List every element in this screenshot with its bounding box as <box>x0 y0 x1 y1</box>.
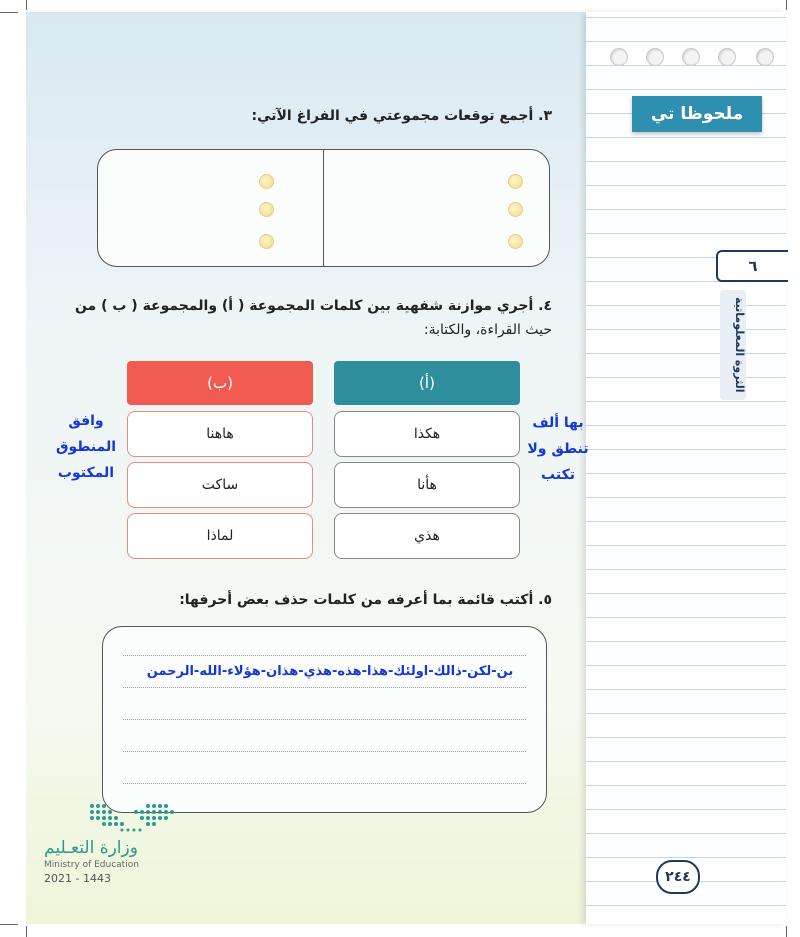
notes-title: ملحوظا تي <box>632 96 762 132</box>
binder-hole <box>756 48 774 66</box>
bullet-dot <box>259 174 274 189</box>
group-b-word: هاهنا <box>127 411 313 457</box>
question-4-line-2: حيث القراءة، والكتابة: <box>423 322 552 338</box>
ministry-logo-icon <box>88 802 178 834</box>
group-b-word: لماذا <box>127 513 313 559</box>
predictions-box <box>97 149 550 267</box>
answer-box <box>102 626 547 813</box>
dotted-line <box>123 687 526 688</box>
box-divider <box>323 150 324 266</box>
bullet-dot <box>259 234 274 249</box>
dotted-line <box>123 783 526 784</box>
crop-mark <box>26 926 27 937</box>
binder-hole <box>718 48 736 66</box>
crop-mark <box>0 12 18 13</box>
crop-mark <box>0 924 18 925</box>
page-number: ٢٤٤ <box>656 860 700 894</box>
dotted-line <box>123 655 526 656</box>
binder-hole <box>682 48 700 66</box>
crop-mark <box>786 0 787 10</box>
question-3: ٣. أجمع توقعات مجموعتي في الفراغ الآتي: <box>251 108 552 124</box>
group-a-word: هكذا <box>334 411 520 457</box>
bullet-dot <box>259 202 274 217</box>
group-a-word: هأنا <box>334 462 520 508</box>
note-line: تنطق ولا <box>527 441 589 457</box>
dotted-line <box>123 751 526 752</box>
note-line: وافق <box>68 413 104 429</box>
bullet-dot <box>508 174 523 189</box>
edition-year: 2021 - 1443 <box>44 872 111 885</box>
binder-hole <box>610 48 628 66</box>
unit-number: ٦ <box>716 250 788 282</box>
handwritten-note-left <box>48 408 124 486</box>
group-a-header: (أ) <box>334 361 520 405</box>
question-5: ٥. أكتب قائمة بما أعرفه من كلمات حذف بعض أحرفها: <box>179 592 552 608</box>
group-b-header: (ب) <box>127 361 313 405</box>
group-b-word: ساكت <box>127 462 313 508</box>
unit-title: الثروة المعلوماتية <box>720 290 746 400</box>
ministry-name-arabic: وزارة التعـليم <box>44 838 138 858</box>
crop-mark <box>26 0 27 10</box>
bullet-dot <box>508 202 523 217</box>
dotted-line <box>123 719 526 720</box>
handwritten-note-right <box>526 410 590 488</box>
handwritten-answer: بن-لكن-ذالك-اولئك-هذا-هذه-هذي-هذان-هؤلاء-الله-الرحمن <box>146 664 514 679</box>
note-line: تكتب <box>541 467 575 483</box>
binder-hole <box>646 48 664 66</box>
question-4-line-1: ٤. أجري موازنة شفهية بين كلمات المجموعة ( أ) والمجموعة ( ب ) من <box>74 298 552 314</box>
bullet-dot <box>508 234 523 249</box>
ministry-name-english: Ministry of Education <box>44 860 139 870</box>
crop-mark <box>786 926 787 937</box>
note-line: المنطوق <box>55 439 117 455</box>
group-a-word: هذي <box>334 513 520 559</box>
note-line: بها ألف <box>532 415 584 431</box>
notes-panel <box>586 12 786 924</box>
note-line: المكتوب <box>57 465 115 481</box>
